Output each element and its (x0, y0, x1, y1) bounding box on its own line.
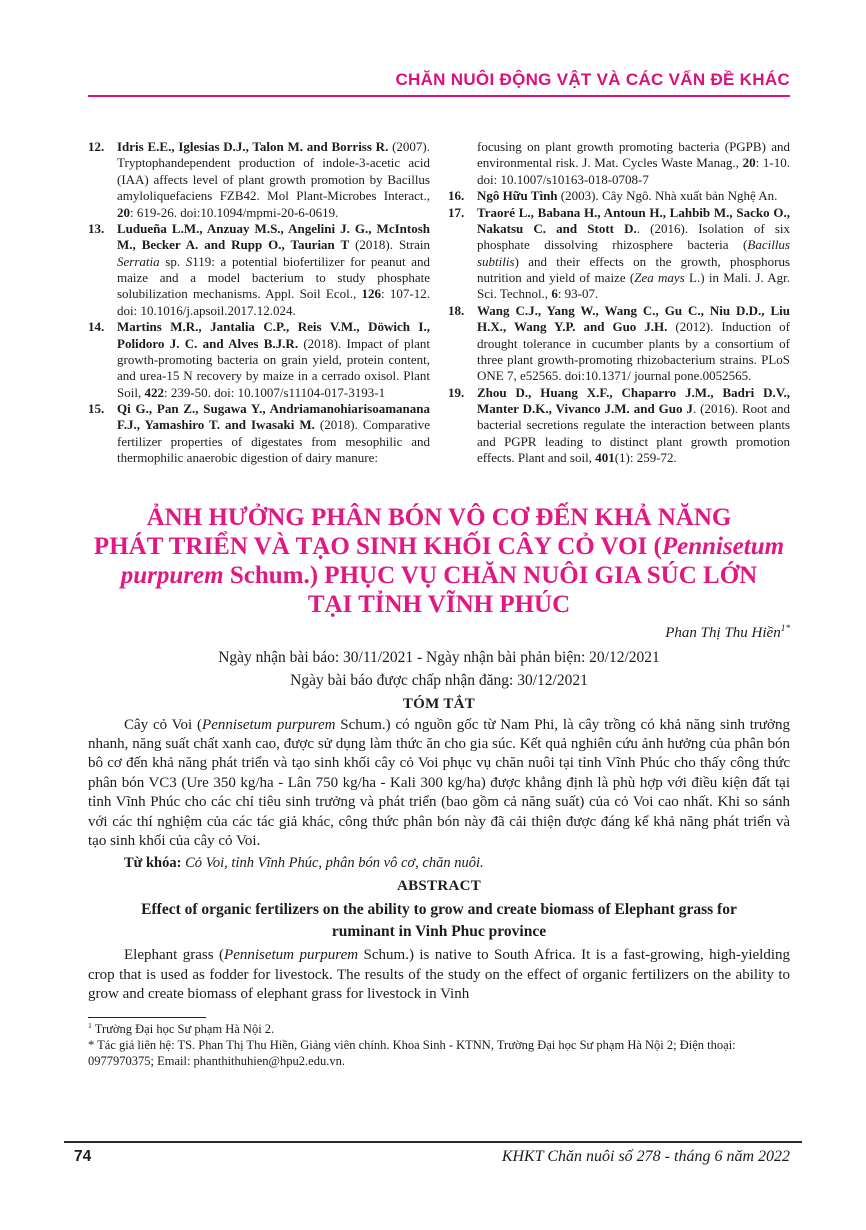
article-title-line: PHÁT TRIỂN VÀ TẠO SINH KHỐI CÂY CỎ VOI (Pennisetum (93, 532, 785, 560)
reference-text: Ludueña L.M., Anzuay M.S., Angelini J. G., McIntosh M., Becker A. and Rupp O., Taurian T (2018). Strain Serratia sp. S119: a potential biofertilizer for peanut and maize and a model bacterium to study phosphate solubilization mechanisms. Appl. Soil Ecol., 126: 107-12. doi: 10.1016/j.apsoil.2017.12.024. (117, 220, 431, 318)
submission-dates: Ngày nhận bài báo: 30/11/2021 - Ngày nhận bài phản biện: 20/12/2021 (218, 648, 660, 666)
journal-issue: KHKT Chăn nuôi số 278 - tháng 6 năm 2022 (501, 1148, 790, 1165)
reference-number: 12. (88, 139, 105, 154)
reference-text: Martins M.R., Jantalia C.P., Reis V.M., Döwich I., Polidoro J. C. and Alves B.J.R. (2018). Impact of plant growth-promoting bacteria on grain yield, protein content, and urea-15 N recovery by maize in a cerrado oxisol. Plant Soil, 422: 239-50. doi: 10.1007/s11104-017-3193-1 (117, 319, 430, 400)
article-title-line: TẠI TỈNH VĨNH PHÚC (307, 590, 571, 618)
abstract-subtitle: Effect of organic fertilizers on the ability to grow and create biomass of Elephant grass for ruminant in Vinh Phuc province (141, 901, 737, 941)
tomtat-paragraph: Cây cỏ Voi (Pennisetum purpurem Schum.) có nguồn gốc từ Nam Phi, là cây trồng có khả năng sinh trưởng nhanh, năng suất chất xanh cao, được sử dụng làm thức ăn cho gia súc. Kết quả nghiên cứu ảnh hưởng của phân bón bô cơ đến khả năng phát triển và tạo sinh khối cây cỏ Voi phục vụ chăn nuôi tại tỉnh Vĩnh Phúc cho thấy công thức phân bón VC3 (Ure 350 kg/ha - Lân 750 kg/ha - Kali 300 kg/ha) được khẳng định là phù hợp với điều kiện đất tại tỉnh Vĩnh Phúc cho các chỉ tiêu sinh trưởng và phát triển (bao gồm cả năng suất) của cỏ Voi cao nhất. Khi so sánh với các thí nghiệm của các tác giả khác, công thức phân bón này đã cải thiện được đáng kể khả năng phát triển và tạo sinh khối của cây cỏ Voi. (88, 716, 790, 849)
reference-number: 18. (448, 302, 465, 318)
reference-item (88, 221, 430, 319)
abstract-paragraph: Elephant grass (Pennisetum purpurem Schum.) is native to South Africa. It is a fast-growing, high-yielding crop that is used as fodder for livestock. The results of the study on the effect of organic fertilizers on the ability to grow and create biomass of elephant grass for livestock in Vinh (88, 947, 790, 1003)
keywords-label: Từ khóa: (124, 855, 182, 872)
reference-number: 19. (448, 384, 465, 400)
reference-item (448, 188, 790, 204)
references-column-right (448, 139, 790, 467)
article-title (88, 503, 790, 619)
reference-number: 15. (88, 401, 105, 416)
footnote-contact: * Tác giả liên hệ: TS. Phan Thị Thu Hiền, Giảng viên chính. Khoa Sinh - KTNN, Trường Đại học Sư phạm Hà Nội 2; Điện thoại: 0977970375; Email: phanthithuhien@hpu2.edu.vn. (88, 1037, 736, 1068)
reference-item (88, 401, 430, 467)
reference-text: Wang C.J., Yang W., Wang C., Gu C., Niu D.D., Liu H.X., Wang Y.P. and Guo J.H. (2012). Induction of drought tolerance in cucumber plants by a consortium of three plant growth-promoting rhizobacterium strains. PLoS ONE 7, e52565. doi:10.1371/ journal pone.0052565. (477, 302, 790, 384)
footer-separator (64, 1141, 802, 1143)
reference-number: 13. (88, 220, 105, 236)
keywords-line (88, 855, 790, 872)
reference-text: Zhou D., Huang X.F., Chaparro J.M., Badri D.V., Manter D.K., Vivanco J.M. and Guo J. (2016). Root and bacterial secretions regulate the interaction between plants and PGPR leading to distinct plant growth promotion effects. Plant and soil, 401(1): 259-72. (477, 384, 790, 466)
article-title-line: ẢNH HƯỞNG PHÂN BÓN VÔ CƠ ĐẾN KHẢ NĂNG (146, 503, 732, 531)
footnote-separator (88, 1017, 206, 1018)
footnote-affiliation: $^1$ Trường Đại học Sư phạm Hà Nội 2. (88, 1020, 275, 1036)
acceptance-date: Ngày bài báo được chấp nhận đăng: 30/12/2021 (290, 671, 588, 689)
reference-item (448, 205, 790, 303)
reference-item (88, 139, 430, 221)
author-line: Phan Thị Thu Hiền$^{1*}$ (665, 623, 790, 641)
reference-text: Traoré L., Babana H., Antoun H., Lahbib M., Sacko O., Nakatsu C. and Stott D.. (2016). Isolation of six phosphate dissolving rhizosphere bacteria (Bacillus subtilis) and their effects on the growth, phosphorus nutrition and yield of maize (Zea mays L.) in Mali. J. Agr. Sci. Technol., 6: 93-07. (477, 204, 790, 302)
reference-item (448, 303, 790, 385)
reference-text: Ngô Hữu Tình (2003). Cây Ngô. Nhà xuất bản Nghệ An. (477, 188, 778, 204)
page-footer (64, 1141, 802, 1166)
reference-number: 17. (448, 204, 465, 220)
reference-number (448, 139, 477, 188)
reference-text: focusing on plant growth promoting bacteria (PGPB) and environmental risk. J. Mat. Cycles Waste Manag., 20: 1-10. doi: 10.1007/s10163-018-0708-7 (477, 139, 790, 187)
reference-text: Qi G., Pan Z., Sugawa Y., Andriamanohiarisoamanana F.J., Yamashiro T. and Iwasaki M. (2018). Comparative fertilizer properties of digestates from mesophilic and thermophilic anaerobic digestion of dairy manure: (117, 401, 430, 466)
keywords-text: Cỏ Voi, tỉnh Vĩnh Phúc, phân bón vô cơ, chăn nuôi. (185, 855, 484, 872)
tomtat-heading: TÓM TẮT (402, 695, 476, 712)
reference-item (448, 139, 790, 188)
page-number: 74 (74, 1148, 92, 1165)
footnotes (88, 1021, 790, 1069)
journal-section-header: CHĂN NUÔI ĐỘNG VẬT VÀ CÁC VẤN ĐỀ KHÁC (88, 70, 790, 97)
reference-number: 16. (448, 188, 465, 204)
abstract-heading: ABSTRACT (396, 878, 482, 895)
reference-text: Idris E.E., Iglesias D.J., Talon M. and Borriss R. (2007). Tryptophandependent production of indole-3-acetic acid (IAA) affects level of plant growth promotion by Bacillus amyloliquefaciens FZB42. Mol Plant-Microbes Interact., 20: 619-26. doi:10.1094/mpmi-20-6-0619. (117, 139, 430, 220)
references-column-left (88, 139, 430, 467)
article-title-line: purpurem Schum.) PHỤC VỤ CHĂN NUÔI GIA SÚC LỚN (120, 561, 758, 589)
references-section (88, 139, 790, 467)
reference-item (88, 319, 430, 401)
reference-item (448, 385, 790, 467)
reference-number: 14. (88, 319, 105, 335)
